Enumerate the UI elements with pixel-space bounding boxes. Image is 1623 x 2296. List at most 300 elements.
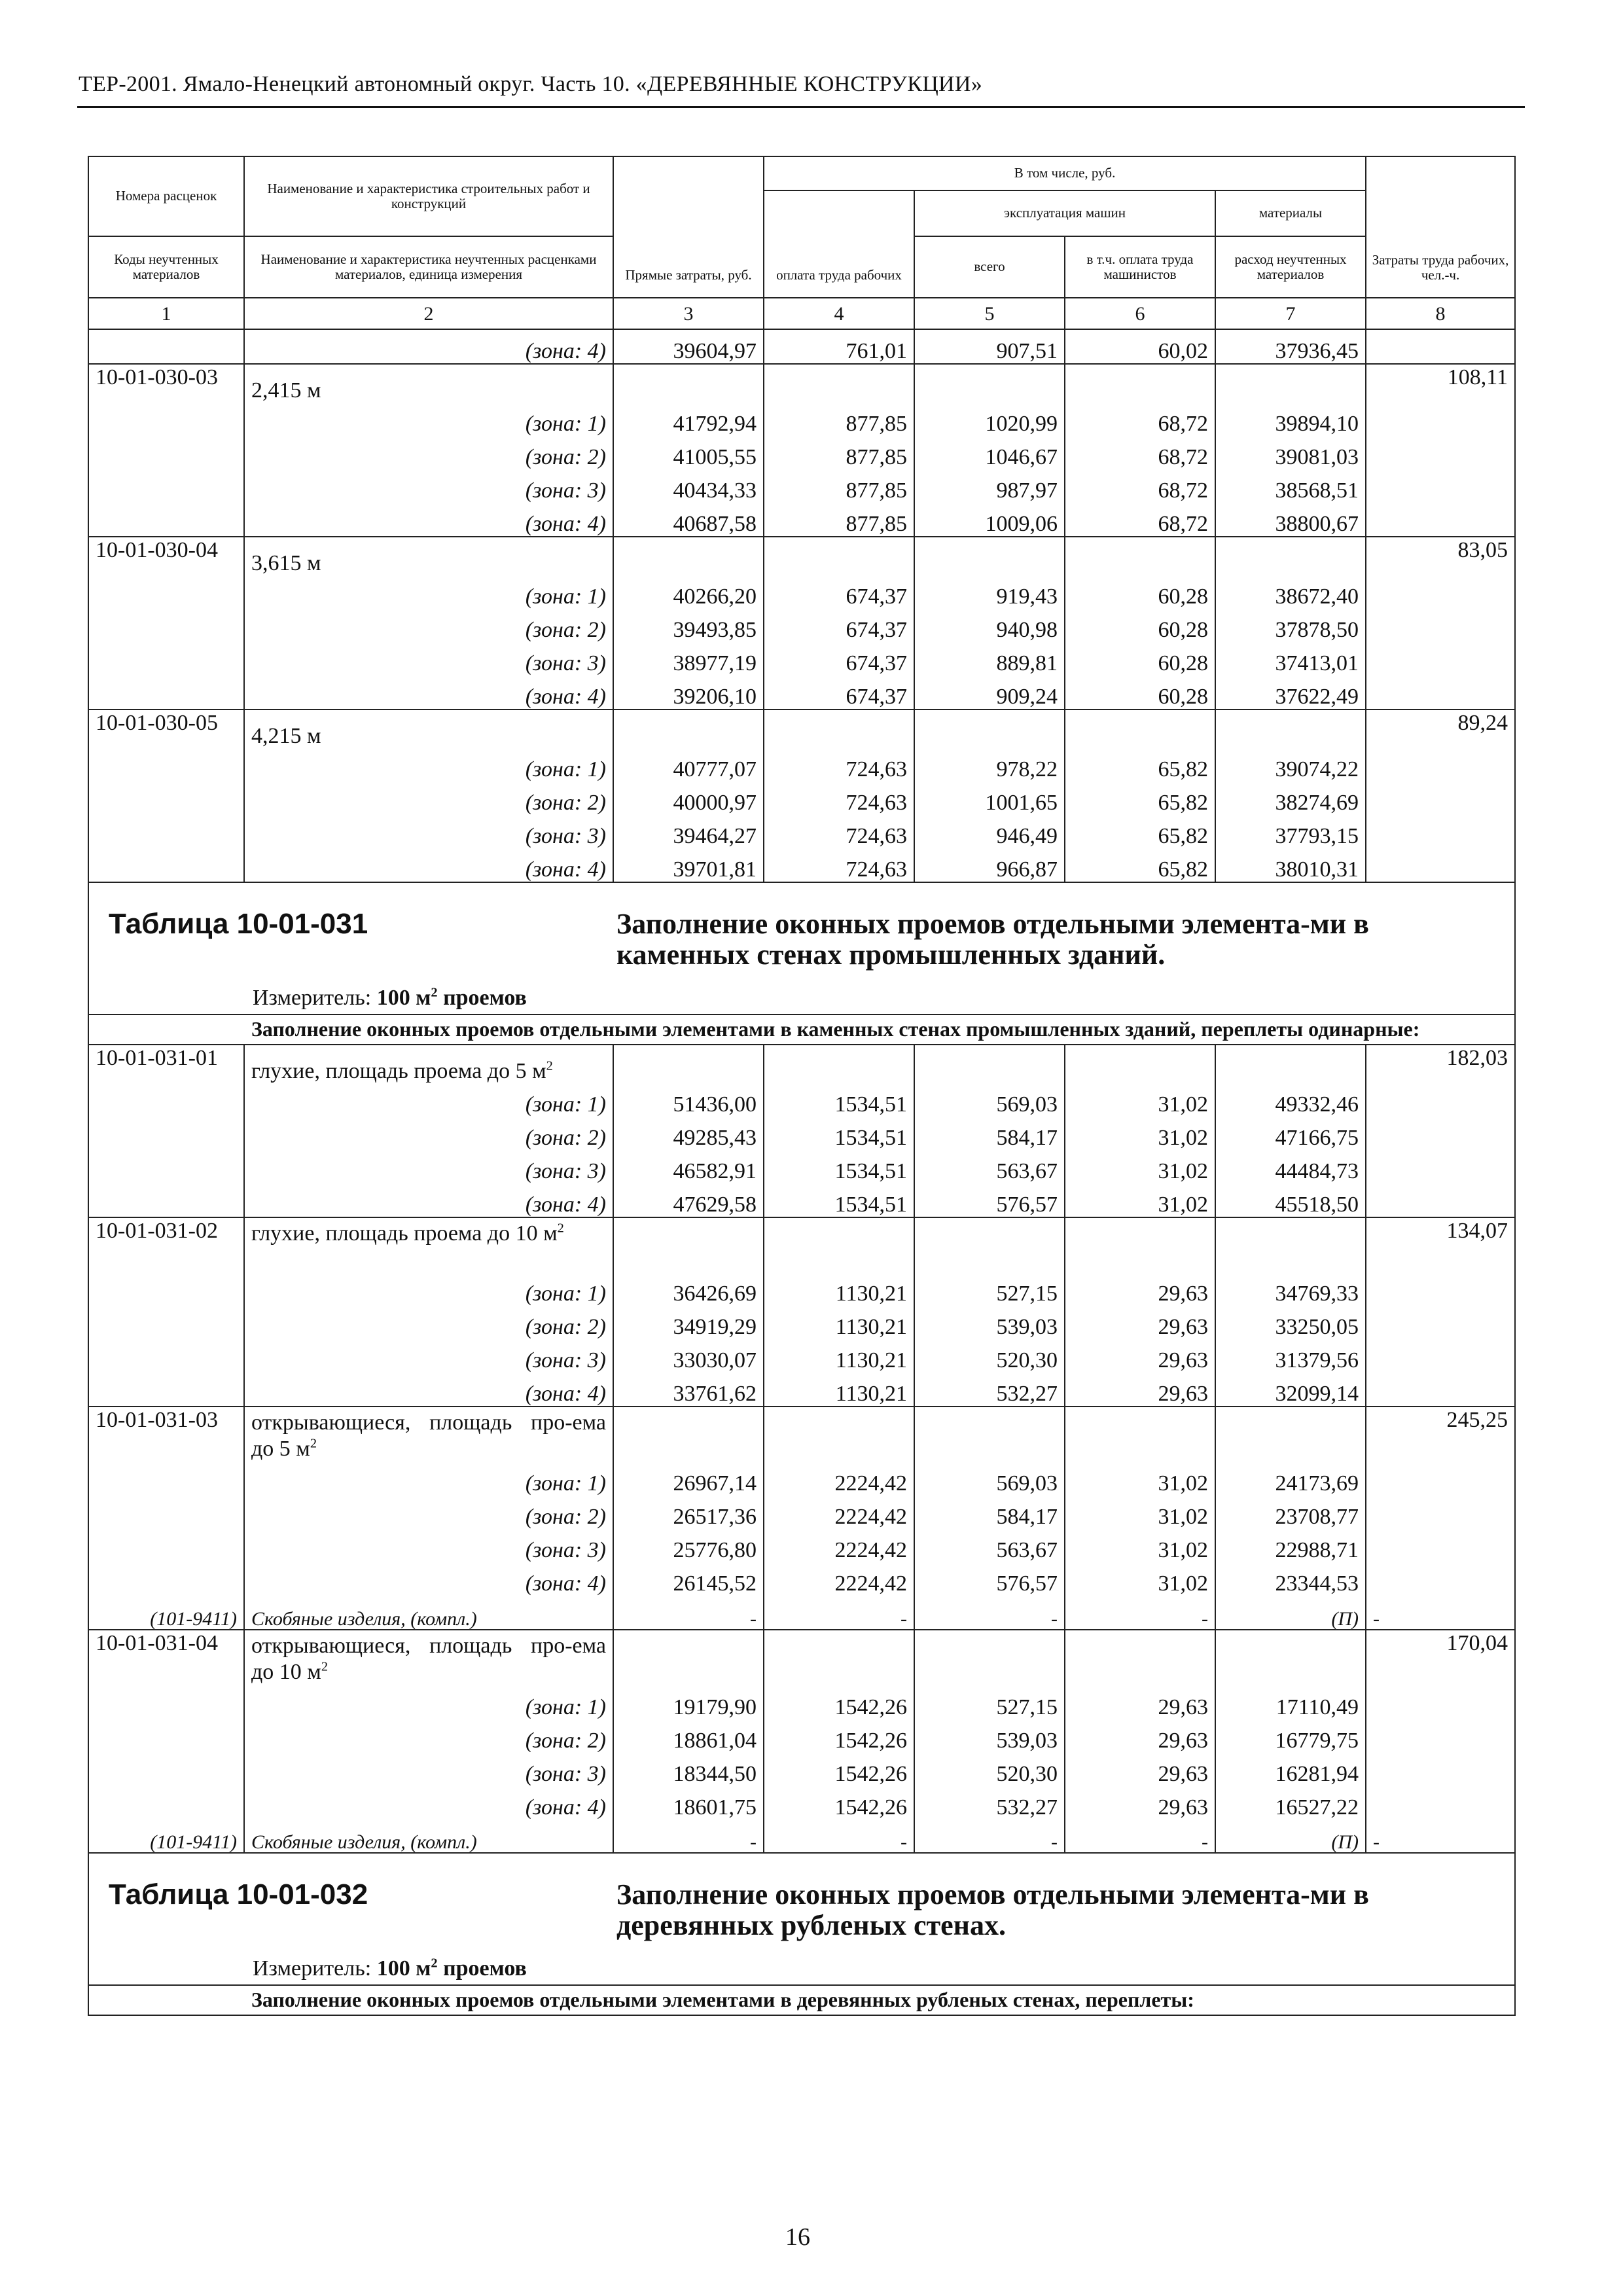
labor-pay: 1130,21 bbox=[764, 1339, 914, 1372]
zone-label: (зона: 1) bbox=[244, 1685, 613, 1719]
direct-cost: 33761,62 bbox=[613, 1372, 764, 1407]
material-code: (101-9411) bbox=[88, 1596, 244, 1630]
zone-row bbox=[88, 1462, 1515, 1496]
labor-pay: 1542,26 bbox=[764, 1685, 914, 1719]
labor-pay: 674,37 bbox=[764, 675, 914, 709]
rate-code: 10-01-030-03 bbox=[88, 364, 244, 403]
empty-cell bbox=[764, 1407, 914, 1462]
material-row bbox=[88, 1819, 1515, 1853]
labor-pay: 2224,42 bbox=[764, 1496, 914, 1529]
direct-cost: 39493,85 bbox=[613, 609, 764, 642]
material-value: - bbox=[764, 1596, 914, 1630]
direct-cost: 40434,33 bbox=[613, 469, 764, 503]
materials-cost: 37622,49 bbox=[1215, 675, 1366, 709]
zone-label: (зона: 4) bbox=[244, 848, 613, 882]
zone-label: (зона: 4) bbox=[244, 675, 613, 709]
rate-name bbox=[244, 1407, 613, 1462]
direct-cost: 39604,97 bbox=[613, 329, 764, 364]
labor-pay: 1542,26 bbox=[764, 1719, 914, 1752]
empty-cell bbox=[1215, 1407, 1366, 1462]
unit-exponent: 2 bbox=[310, 1436, 317, 1451]
empty-cell bbox=[1366, 848, 1515, 882]
zone-row bbox=[88, 1083, 1515, 1117]
table-title-cell bbox=[88, 882, 1515, 1014]
empty-cell bbox=[1065, 1217, 1215, 1272]
empty-cell bbox=[1366, 1719, 1515, 1752]
material-value: - bbox=[764, 1819, 914, 1853]
rate-header-row bbox=[88, 709, 1515, 748]
table-title-row bbox=[88, 882, 1515, 1014]
col8-header: Затраты труда рабочих, чел.-ч. bbox=[1366, 156, 1515, 298]
zone-row bbox=[88, 1183, 1515, 1217]
material-value: - bbox=[613, 1819, 764, 1853]
col2-bottom-header: Наименование и характеристика неучтенных расценками материалов, единица измерения bbox=[244, 236, 613, 298]
machines-total: 1046,67 bbox=[914, 436, 1065, 469]
empty-cell bbox=[88, 848, 244, 882]
labor-cost: 170,04 bbox=[1366, 1630, 1515, 1685]
material-value: - bbox=[613, 1596, 764, 1630]
direct-cost: 33030,07 bbox=[613, 1339, 764, 1372]
machinist-pay: 29,63 bbox=[1065, 1785, 1215, 1819]
empty-cell bbox=[1215, 1045, 1366, 1083]
machines-total: 909,24 bbox=[914, 675, 1065, 709]
rate-name bbox=[244, 1045, 613, 1083]
direct-cost: 51436,00 bbox=[613, 1083, 764, 1117]
machines-total: 907,51 bbox=[914, 329, 1065, 364]
machines-total: 532,27 bbox=[914, 1785, 1065, 1819]
empty-cell bbox=[88, 1117, 244, 1150]
material-consumption: (П) bbox=[1215, 1596, 1366, 1630]
unit-exponent: 2 bbox=[557, 1221, 564, 1236]
empty-cell bbox=[88, 503, 244, 537]
labor-pay: 1534,51 bbox=[764, 1150, 914, 1183]
direct-cost: 18344,50 bbox=[613, 1752, 764, 1785]
empty-cell bbox=[88, 1306, 244, 1339]
empty-cell bbox=[1366, 675, 1515, 709]
materials-cost: 37878,50 bbox=[1215, 609, 1366, 642]
empty-cell bbox=[914, 709, 1065, 748]
zone-row bbox=[88, 1372, 1515, 1407]
zone-label: (зона: 3) bbox=[244, 1339, 613, 1372]
empty-cell bbox=[88, 748, 244, 781]
machines-total: 527,15 bbox=[914, 1685, 1065, 1719]
empty-cell bbox=[613, 1407, 764, 1462]
table-number: Таблица 10-01-032 bbox=[109, 1878, 368, 1911]
empty-cell bbox=[1065, 1630, 1215, 1685]
empty-cell bbox=[613, 537, 764, 575]
running-header: ТЕР-2001. Ямало-Ненецкий автономный округ. Часть 10. «ДЕРЕВЯННЫЕ КОНСТРУКЦИИ» bbox=[79, 72, 983, 96]
colnum-6: 6 bbox=[1065, 298, 1215, 329]
labor-pay: 1542,26 bbox=[764, 1752, 914, 1785]
table-title-row bbox=[88, 1853, 1515, 1985]
empty-cell bbox=[613, 364, 764, 403]
table-031-block bbox=[88, 882, 1515, 1045]
rate-header-row bbox=[88, 1217, 1515, 1272]
empty-cell bbox=[1215, 709, 1366, 748]
colnum-3: 3 bbox=[613, 298, 764, 329]
unit-of-measure bbox=[253, 1957, 527, 1981]
including-header: В том числе, руб. bbox=[764, 156, 1366, 190]
machines-total: 919,43 bbox=[914, 575, 1065, 609]
zone-row bbox=[88, 642, 1515, 675]
zone-row bbox=[88, 1529, 1515, 1562]
labor-pay: 1542,26 bbox=[764, 1785, 914, 1819]
machines-total: 576,57 bbox=[914, 1562, 1065, 1596]
rate-header-row bbox=[88, 1630, 1515, 1685]
zone-label: (зона: 1) bbox=[244, 1272, 613, 1306]
materials-cost: 16281,94 bbox=[1215, 1752, 1366, 1785]
machinist-pay: 60,28 bbox=[1065, 575, 1215, 609]
table-title-cell bbox=[88, 1853, 1515, 1985]
empty-cell bbox=[1366, 1685, 1515, 1719]
table-caption: Заполнение оконных проемов отдельными элемента-ми в каменных стенах промышленных зданий. bbox=[616, 908, 1369, 971]
labor-pay: 877,85 bbox=[764, 503, 914, 537]
colnum-2: 2 bbox=[244, 298, 613, 329]
zone-row bbox=[88, 1685, 1515, 1719]
material-consumption: (П) bbox=[1215, 1819, 1366, 1853]
empty-cell bbox=[1366, 1306, 1515, 1339]
materials-cost: 39894,10 bbox=[1215, 403, 1366, 436]
zone-row bbox=[88, 1339, 1515, 1372]
machines-total: 569,03 bbox=[914, 1462, 1065, 1496]
table-number: Таблица 10-01-031 bbox=[109, 908, 368, 940]
colnum-5: 5 bbox=[914, 298, 1065, 329]
rate-name bbox=[244, 1630, 613, 1685]
zone-label: (зона: 4) bbox=[244, 329, 613, 364]
rate-header-row bbox=[88, 364, 1515, 403]
materials-cost: 37793,15 bbox=[1215, 815, 1366, 848]
materials-cost: 44484,73 bbox=[1215, 1150, 1366, 1183]
machines-total: 889,81 bbox=[914, 642, 1065, 675]
machines-total: 966,87 bbox=[914, 848, 1065, 882]
direct-cost: 26517,36 bbox=[613, 1496, 764, 1529]
machinist-pay: 68,72 bbox=[1065, 503, 1215, 537]
rate-name-text: глухие, площадь проема до 5 м bbox=[251, 1059, 546, 1083]
table-header bbox=[88, 156, 1515, 329]
empty-cell bbox=[88, 1462, 244, 1496]
material-value: - bbox=[914, 1819, 1065, 1853]
empty-cell bbox=[613, 1630, 764, 1685]
empty-cell bbox=[88, 1150, 244, 1183]
material-name: Скобяные изделия, (компл.) bbox=[244, 1596, 613, 1630]
direct-cost: 38977,19 bbox=[613, 642, 764, 675]
machinist-pay: 29,63 bbox=[1065, 1372, 1215, 1407]
zone-label: (зона: 3) bbox=[244, 815, 613, 848]
labor-cost: 134,07 bbox=[1366, 1217, 1515, 1272]
machines-total: 1020,99 bbox=[914, 403, 1065, 436]
empty-cell bbox=[88, 642, 244, 675]
col5-header: всего bbox=[914, 236, 1065, 298]
empty-cell bbox=[613, 1045, 764, 1083]
zone-label: (зона: 3) bbox=[244, 1752, 613, 1785]
empty-cell bbox=[88, 815, 244, 848]
labor-cost: 245,25 bbox=[1366, 1407, 1515, 1462]
machines-total: 576,57 bbox=[914, 1183, 1065, 1217]
zone-label: (зона: 2) bbox=[244, 1117, 613, 1150]
unit-label: Измеритель: bbox=[253, 986, 372, 1010]
rate-code: 10-01-031-04 bbox=[88, 1630, 244, 1685]
zone-row bbox=[88, 469, 1515, 503]
zone-label: (зона: 1) bbox=[244, 575, 613, 609]
empty-cell bbox=[1215, 1217, 1366, 1272]
machines-total: 987,97 bbox=[914, 469, 1065, 503]
empty-cell bbox=[88, 575, 244, 609]
labor-pay: 674,37 bbox=[764, 609, 914, 642]
rate-name bbox=[244, 1217, 613, 1272]
unit-value: 100 м bbox=[376, 986, 431, 1010]
empty-cell bbox=[1366, 1272, 1515, 1306]
empty-cell bbox=[1366, 1083, 1515, 1117]
empty-cell bbox=[1366, 1462, 1515, 1496]
machinist-pay: 60,28 bbox=[1065, 675, 1215, 709]
labor-pay: 877,85 bbox=[764, 436, 914, 469]
empty-cell bbox=[1366, 469, 1515, 503]
empty-cell bbox=[764, 1630, 914, 1685]
labor-pay: 877,85 bbox=[764, 403, 914, 436]
direct-cost: 34919,29 bbox=[613, 1306, 764, 1339]
machinist-pay: 31,02 bbox=[1065, 1183, 1215, 1217]
machines-total: 520,30 bbox=[914, 1339, 1065, 1372]
machines-total: 569,03 bbox=[914, 1083, 1065, 1117]
colnum-1: 1 bbox=[88, 298, 244, 329]
machines-total: 946,49 bbox=[914, 815, 1065, 848]
empty-cell bbox=[613, 709, 764, 748]
machinist-pay: 29,63 bbox=[1065, 1272, 1215, 1306]
machinist-pay: 31,02 bbox=[1065, 1529, 1215, 1562]
zone-row bbox=[88, 748, 1515, 781]
col6-header: в т.ч. оплата труда машинистов bbox=[1065, 236, 1215, 298]
materials-cost: 47166,75 bbox=[1215, 1117, 1366, 1150]
materials-cost: 38274,69 bbox=[1215, 781, 1366, 815]
empty-cell bbox=[914, 1217, 1065, 1272]
empty-cell bbox=[1366, 1183, 1515, 1217]
zone-row bbox=[88, 1785, 1515, 1819]
colnum-7: 7 bbox=[1215, 298, 1366, 329]
labor-pay: 724,63 bbox=[764, 848, 914, 882]
empty-cell bbox=[613, 1217, 764, 1272]
machinist-pay: 65,82 bbox=[1065, 815, 1215, 848]
direct-cost: 46582,91 bbox=[613, 1150, 764, 1183]
zone-row bbox=[88, 575, 1515, 609]
empty-cell bbox=[88, 609, 244, 642]
machines-total: 584,17 bbox=[914, 1496, 1065, 1529]
zone-row bbox=[88, 609, 1515, 642]
rate-name-text: открывающиеся, площадь про-ема до 5 м bbox=[251, 1410, 606, 1461]
empty-cell bbox=[1366, 815, 1515, 848]
materials-header: материалы bbox=[1215, 190, 1366, 236]
col4-header: оплата труда рабочих bbox=[764, 190, 914, 298]
materials-cost: 23344,53 bbox=[1215, 1562, 1366, 1596]
zone-row bbox=[88, 503, 1515, 537]
empty-cell bbox=[764, 364, 914, 403]
zone-label: (зона: 4) bbox=[244, 1183, 613, 1217]
empty-cell bbox=[1366, 781, 1515, 815]
machines-total: 563,67 bbox=[914, 1529, 1065, 1562]
empty-cell bbox=[88, 1685, 244, 1719]
empty-cell bbox=[1065, 364, 1215, 403]
rate-code: 10-01-030-04 bbox=[88, 537, 244, 575]
direct-cost: 39464,27 bbox=[613, 815, 764, 848]
rate-name: 4,215 м bbox=[244, 709, 613, 748]
unit-exponent: 2 bbox=[431, 985, 438, 1000]
direct-cost: 41792,94 bbox=[613, 403, 764, 436]
materials-cost: 16527,22 bbox=[1215, 1785, 1366, 1819]
empty-cell bbox=[1366, 642, 1515, 675]
empty-cell bbox=[88, 675, 244, 709]
machinist-pay: 29,63 bbox=[1065, 1685, 1215, 1719]
empty-cell bbox=[88, 1785, 244, 1819]
zone-label: (зона: 4) bbox=[244, 503, 613, 537]
empty-cell bbox=[1366, 1562, 1515, 1596]
direct-cost: 49285,43 bbox=[613, 1117, 764, 1150]
machinist-pay: 29,63 bbox=[1065, 1719, 1215, 1752]
direct-cost: 40687,58 bbox=[613, 503, 764, 537]
direct-cost: 25776,80 bbox=[613, 1529, 764, 1562]
header-rule bbox=[77, 106, 1525, 108]
machinist-pay: 29,63 bbox=[1065, 1339, 1215, 1372]
labor-pay: 1534,51 bbox=[764, 1083, 914, 1117]
col2-top-header: Наименование и характеристика строительных работ и конструкций bbox=[244, 156, 613, 236]
machinist-pay: 31,02 bbox=[1065, 1083, 1215, 1117]
empty-cell bbox=[1215, 1630, 1366, 1685]
zone-label: (зона: 2) bbox=[244, 1306, 613, 1339]
direct-cost: 40000,97 bbox=[613, 781, 764, 815]
colnum-4: 4 bbox=[764, 298, 914, 329]
direct-cost: 36426,69 bbox=[613, 1272, 764, 1306]
machines-total: 1001,65 bbox=[914, 781, 1065, 815]
section-heading: Заполнение оконных проемов отдельными элементами в каменных стенах промышленных зданий, переплеты одинарные: bbox=[88, 1014, 1515, 1045]
labor-pay: 1534,51 bbox=[764, 1117, 914, 1150]
materials-cost: 45518,50 bbox=[1215, 1183, 1366, 1217]
empty-cell bbox=[88, 469, 244, 503]
unit-of-measure bbox=[253, 986, 527, 1010]
machinist-pay: 65,82 bbox=[1065, 781, 1215, 815]
zone-row bbox=[88, 1562, 1515, 1596]
unit-value: 100 м bbox=[376, 1956, 431, 1981]
materials-cost: 37413,01 bbox=[1215, 642, 1366, 675]
empty-cell bbox=[914, 1630, 1065, 1685]
rate-header-row bbox=[88, 1045, 1515, 1083]
empty-cell bbox=[88, 403, 244, 436]
labor-pay: 674,37 bbox=[764, 575, 914, 609]
machinist-pay: 31,02 bbox=[1065, 1562, 1215, 1596]
materials-cost: 32099,14 bbox=[1215, 1372, 1366, 1407]
zone-label: (зона: 1) bbox=[244, 1083, 613, 1117]
zone-row bbox=[88, 403, 1515, 436]
machinist-pay: 60,28 bbox=[1065, 609, 1215, 642]
direct-cost: 39701,81 bbox=[613, 848, 764, 882]
labor-pay: 1534,51 bbox=[764, 1183, 914, 1217]
empty-cell bbox=[1366, 1150, 1515, 1183]
direct-cost: 26145,52 bbox=[613, 1562, 764, 1596]
rate-name-text: открывающиеся, площадь про-ема до 10 м bbox=[251, 1634, 606, 1685]
materials-cost: 16779,75 bbox=[1215, 1719, 1366, 1752]
labor-pay: 2224,42 bbox=[764, 1562, 914, 1596]
empty-cell bbox=[1366, 403, 1515, 436]
empty-cell bbox=[88, 1562, 244, 1596]
machines-total: 563,67 bbox=[914, 1150, 1065, 1183]
materials-cost: 31379,56 bbox=[1215, 1339, 1366, 1372]
rate-code: 10-01-031-01 bbox=[88, 1045, 244, 1083]
materials-cost: 38672,40 bbox=[1215, 575, 1366, 609]
col3-header: Прямые затраты, руб. bbox=[613, 156, 764, 298]
unit-label: Измеритель: bbox=[253, 1956, 372, 1981]
materials-cost: 33250,05 bbox=[1215, 1306, 1366, 1339]
materials-cost: 49332,46 bbox=[1215, 1083, 1366, 1117]
section-row bbox=[88, 1014, 1515, 1045]
machines-total: 539,03 bbox=[914, 1306, 1065, 1339]
material-value: - bbox=[1366, 1819, 1515, 1853]
machinist-pay: 65,82 bbox=[1065, 748, 1215, 781]
empty-cell bbox=[1366, 1372, 1515, 1407]
table-body-030 bbox=[88, 329, 1515, 882]
material-value: - bbox=[1065, 1819, 1215, 1853]
table-row bbox=[88, 329, 1515, 364]
empty-cell bbox=[88, 1272, 244, 1306]
column-numbers-row bbox=[88, 298, 1515, 329]
section-row bbox=[88, 1985, 1515, 2015]
rate-code: 10-01-030-05 bbox=[88, 709, 244, 748]
zone-label: (зона: 2) bbox=[244, 436, 613, 469]
empty-cell bbox=[1366, 1785, 1515, 1819]
empty-cell bbox=[1215, 537, 1366, 575]
direct-cost: 39206,10 bbox=[613, 675, 764, 709]
materials-cost: 17110,49 bbox=[1215, 1685, 1366, 1719]
zone-label: (зона: 1) bbox=[244, 1462, 613, 1496]
materials-cost: 38568,51 bbox=[1215, 469, 1366, 503]
empty-cell bbox=[764, 1045, 914, 1083]
labor-pay: 1130,21 bbox=[764, 1272, 914, 1306]
empty-cell bbox=[88, 1752, 244, 1785]
material-name: Скобяные изделия, (компл.) bbox=[244, 1819, 613, 1853]
direct-cost: 40266,20 bbox=[613, 575, 764, 609]
machinist-pay: 31,02 bbox=[1065, 1117, 1215, 1150]
unit-exponent: 2 bbox=[431, 1956, 438, 1971]
labor-pay: 724,63 bbox=[764, 781, 914, 815]
machines-total: 527,15 bbox=[914, 1272, 1065, 1306]
zone-label: (зона: 3) bbox=[244, 642, 613, 675]
materials-cost: 37936,45 bbox=[1215, 329, 1366, 364]
material-value: - bbox=[1065, 1596, 1215, 1630]
zone-label: (зона: 2) bbox=[244, 781, 613, 815]
rate-name: 2,415 м bbox=[244, 364, 613, 403]
direct-cost: 19179,90 bbox=[613, 1685, 764, 1719]
direct-cost: 18861,04 bbox=[613, 1719, 764, 1752]
zone-label: (зона: 3) bbox=[244, 1150, 613, 1183]
unit-object: проемов bbox=[443, 1956, 527, 1981]
empty-cell bbox=[1215, 364, 1366, 403]
table-body-031 bbox=[88, 1045, 1515, 1853]
machines-total: 520,30 bbox=[914, 1752, 1065, 1785]
empty-cell bbox=[1065, 709, 1215, 748]
empty-cell bbox=[88, 436, 244, 469]
empty-cell bbox=[1366, 1752, 1515, 1785]
empty-cell bbox=[914, 364, 1065, 403]
machines-total: 978,22 bbox=[914, 748, 1065, 781]
col1-top-header: Номера расценок bbox=[88, 156, 244, 236]
table-caption: Заполнение оконных проемов отдельными элемента-ми в деревянных рубленых стенах. bbox=[616, 1878, 1369, 1941]
empty-cell bbox=[1366, 1496, 1515, 1529]
empty-cell bbox=[914, 1045, 1065, 1083]
empty-cell bbox=[764, 709, 914, 748]
zone-label: (зона: 2) bbox=[244, 1496, 613, 1529]
zone-row bbox=[88, 1306, 1515, 1339]
machinist-pay: 65,82 bbox=[1065, 848, 1215, 882]
colnum-8: 8 bbox=[1366, 298, 1515, 329]
material-row bbox=[88, 1596, 1515, 1630]
price-table bbox=[88, 156, 1516, 2016]
section-heading: Заполнение оконных проемов отдельными элементами в деревянных рубленых стенах, переплеты: bbox=[88, 1985, 1515, 2015]
